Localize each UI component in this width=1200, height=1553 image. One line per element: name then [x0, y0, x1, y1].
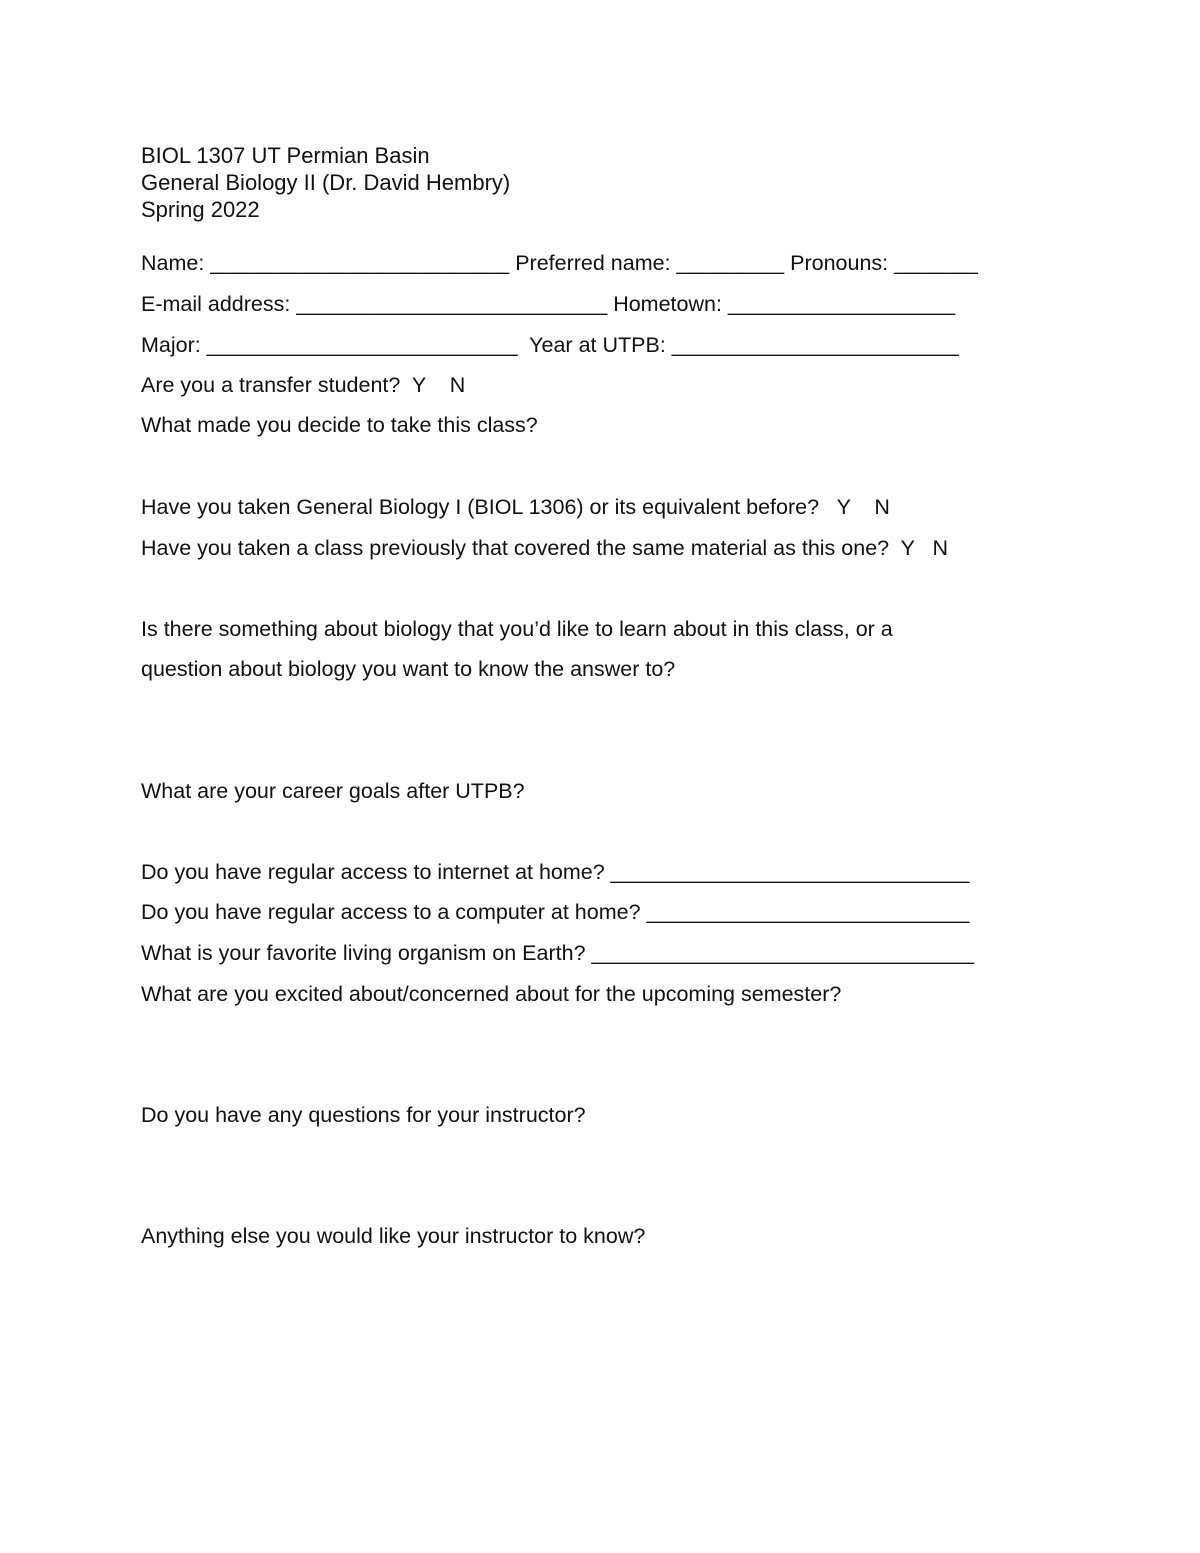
question-transfer: Are you a transfer student? Y N	[141, 373, 466, 397]
name-fields-row: Name: _________________________ Preferred name: _________ Pronouns: _______	[141, 251, 978, 275]
question-internet-access: Do you have regular access to internet at home? ______________________________	[141, 860, 970, 884]
question-excited-concerned: What are you excited about/concerned about for the upcoming semester?	[141, 982, 842, 1006]
email-hometown-row: E-mail address: __________________________ Hometown: ___________________	[141, 292, 956, 316]
course-title: General Biology II (Dr. David Hembry)	[141, 170, 511, 195]
question-favorite-organism: What is your favorite living organism on Earth? ________________________________	[141, 941, 975, 965]
question-learn-line2: question about biology you want to know the answer to?	[141, 657, 676, 681]
question-taken-biol1306: Have you taken General Biology I (BIOL 1306) or its equivalent before? Y N	[141, 495, 890, 519]
question-career-goals: What are your career goals after UTPB?	[141, 779, 525, 803]
course-header: BIOL 1307 UT Permian Basin	[141, 143, 430, 168]
question-computer-access: Do you have regular access to a computer at home? ___________________________	[141, 900, 970, 924]
major-year-row: Major: __________________________ Year at UTPB: ________________________	[141, 333, 959, 357]
question-why-class: What made you decide to take this class?	[141, 413, 538, 437]
question-learn-line1: Is there something about biology that you’d like to learn about in this class, or a	[141, 617, 893, 641]
question-anything-else: Anything else you would like your instructor to know?	[141, 1224, 646, 1248]
course-term: Spring 2022	[141, 197, 260, 222]
question-same-material: Have you taken a class previously that covered the same material as this one? Y N	[141, 536, 949, 560]
question-instructor-questions: Do you have any questions for your instructor?	[141, 1103, 586, 1127]
